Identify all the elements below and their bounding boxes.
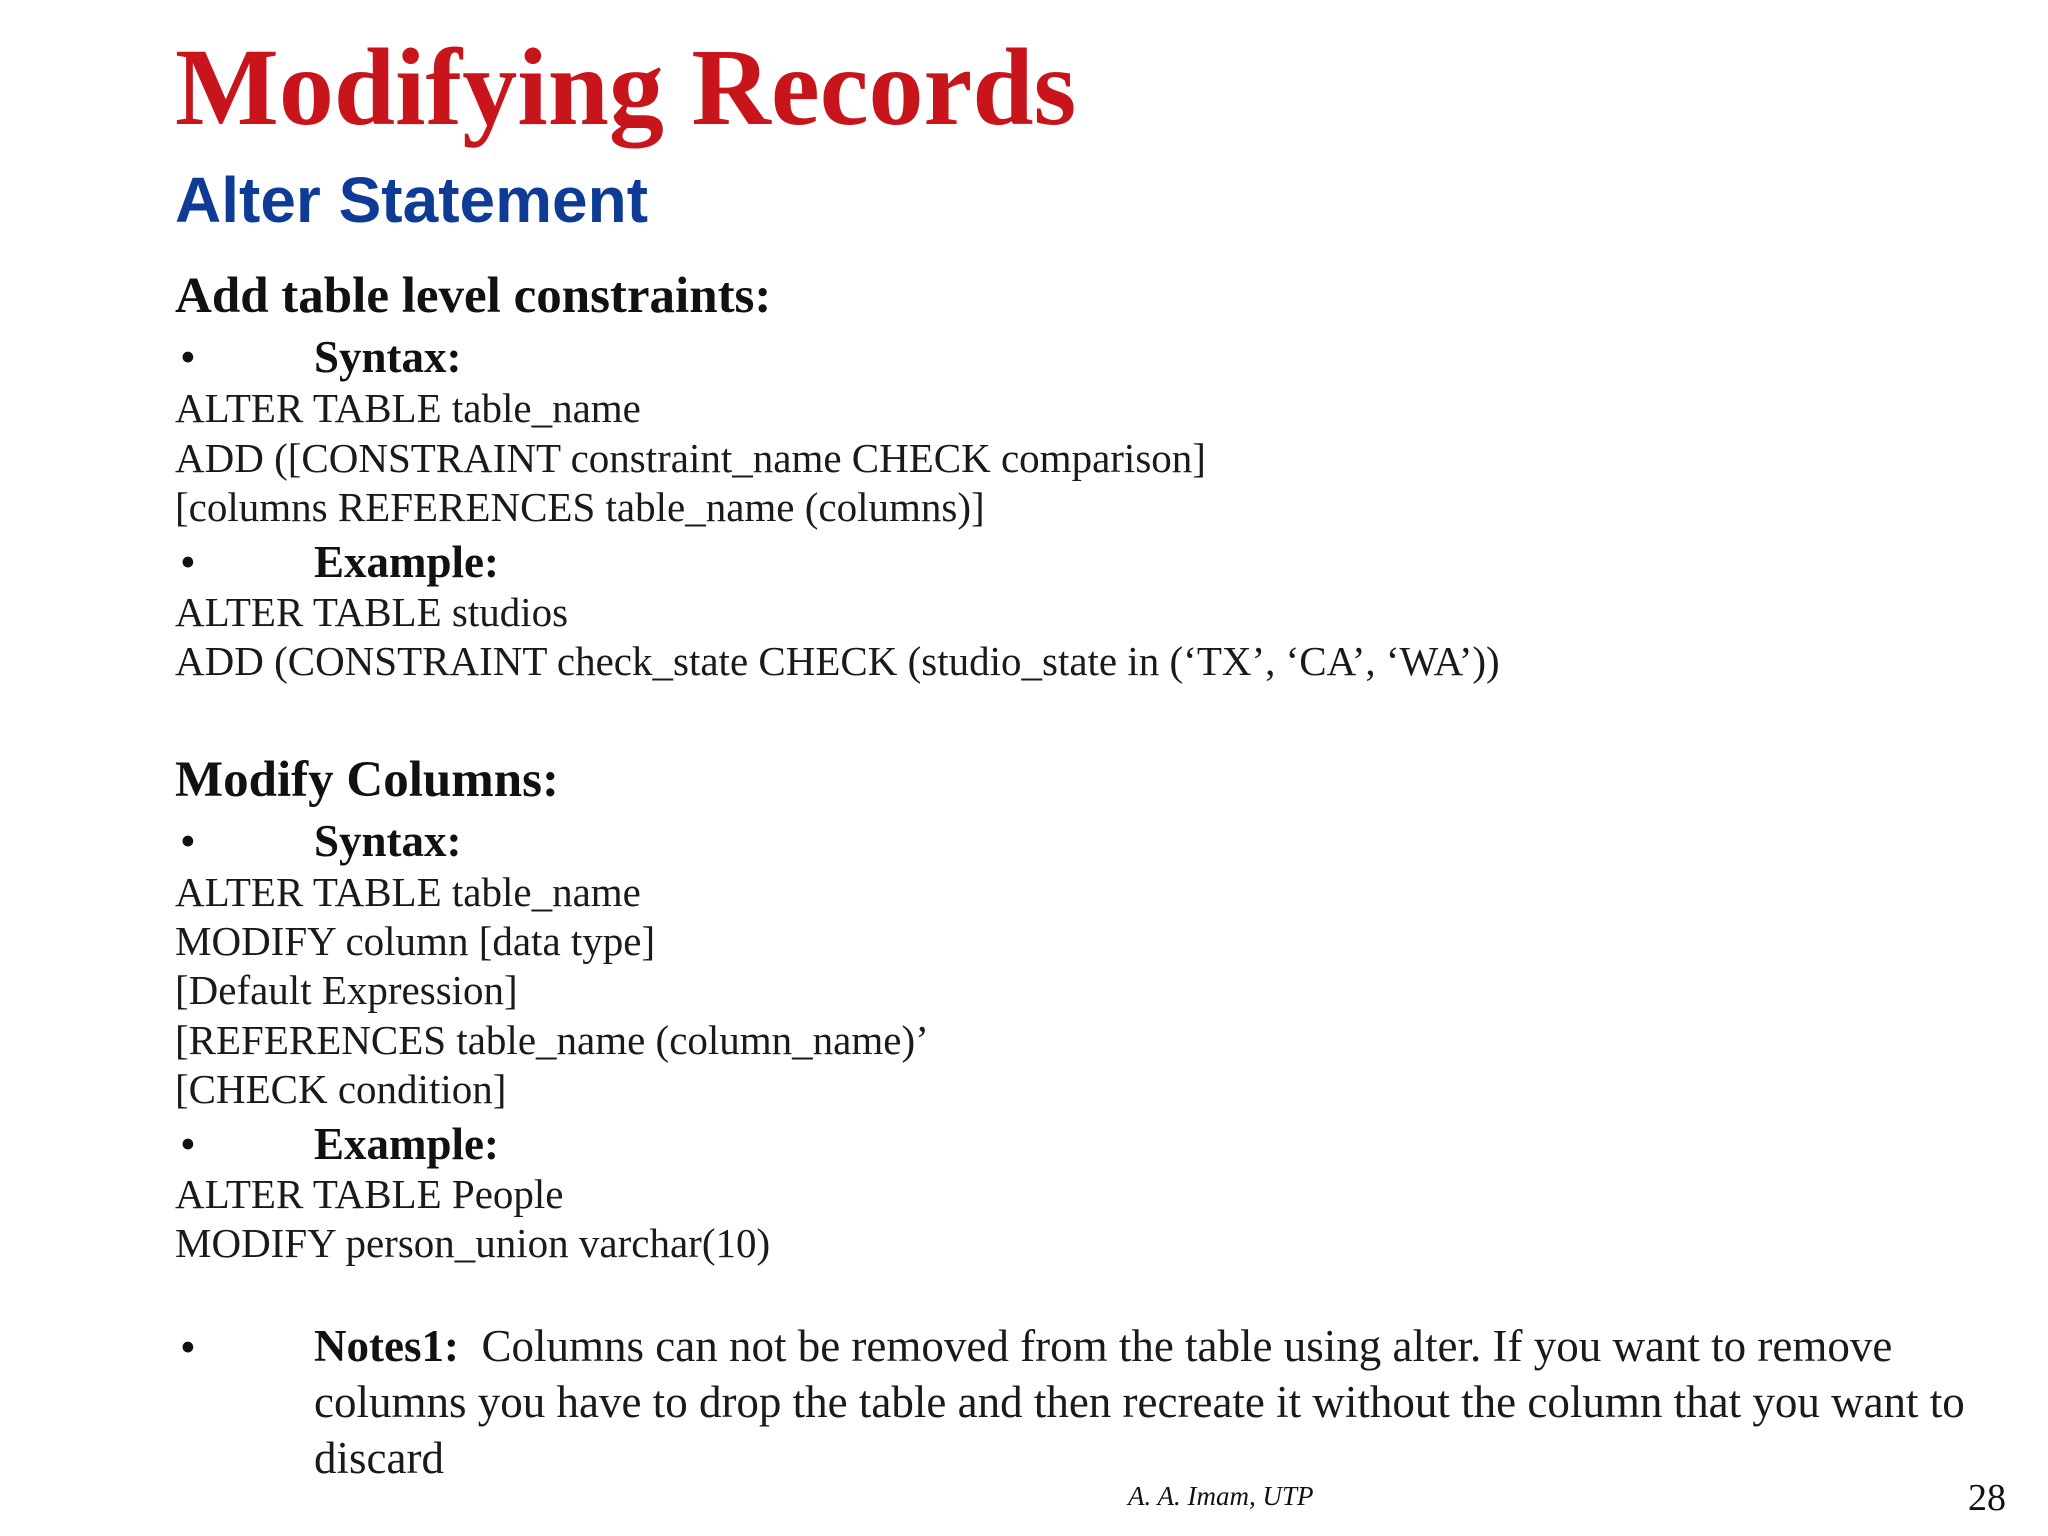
note-text: Columns can not be removed from the table using alter. If you want to remove columns you have to drop the table and then recreate it without the column that you want to discard — [314, 1321, 1965, 1483]
code-line: ALTER TABLE People — [175, 1171, 564, 1217]
bullet-marker: • — [180, 1119, 196, 1169]
code-line: ADD (CONSTRAINT check_state CHECK (studio_state in (‘TX’, ‘CA’, ‘WA’)) — [175, 638, 1500, 684]
code-line: [Default Expression] — [175, 967, 518, 1013]
code-line: MODIFY person_union varchar(10) — [175, 1220, 771, 1266]
section-heading-modify-columns: Modify Columns: — [175, 752, 559, 808]
example-label: Example: — [314, 1119, 499, 1169]
code-line: [REFERENCES table_name (column_name)’ — [175, 1017, 929, 1063]
bullet-marker: • — [180, 537, 196, 587]
bullet-marker: • — [180, 816, 196, 866]
slide-subtitle: Alter Statement — [175, 164, 648, 236]
code-line: ALTER TABLE studios — [175, 589, 569, 635]
section-heading-constraints: Add table level constraints: — [175, 268, 772, 324]
bullet-marker: • — [180, 332, 196, 382]
bullet-marker: • — [180, 1322, 196, 1372]
code-line: MODIFY column [data type] — [175, 918, 656, 964]
slide-title: Modifying Records — [175, 26, 1077, 148]
syntax-label: Syntax: — [314, 332, 462, 382]
example-label: Example: — [314, 537, 499, 587]
note-label: Notes1: — [314, 1321, 459, 1371]
code-line: ADD ([CONSTRAINT constraint_name CHECK comparison] — [175, 435, 1206, 481]
code-line: [CHECK condition] — [175, 1066, 507, 1112]
note-paragraph — [314, 1318, 1974, 1486]
syntax-label: Syntax: — [314, 816, 462, 866]
footer-author: A. A. Imam, UTP — [1128, 1481, 1314, 1511]
code-line: ALTER TABLE table_name — [175, 385, 641, 431]
page-number: 28 — [1968, 1477, 2006, 1519]
code-line: ALTER TABLE table_name — [175, 869, 641, 915]
code-line: [columns REFERENCES table_name (columns)] — [175, 484, 985, 530]
